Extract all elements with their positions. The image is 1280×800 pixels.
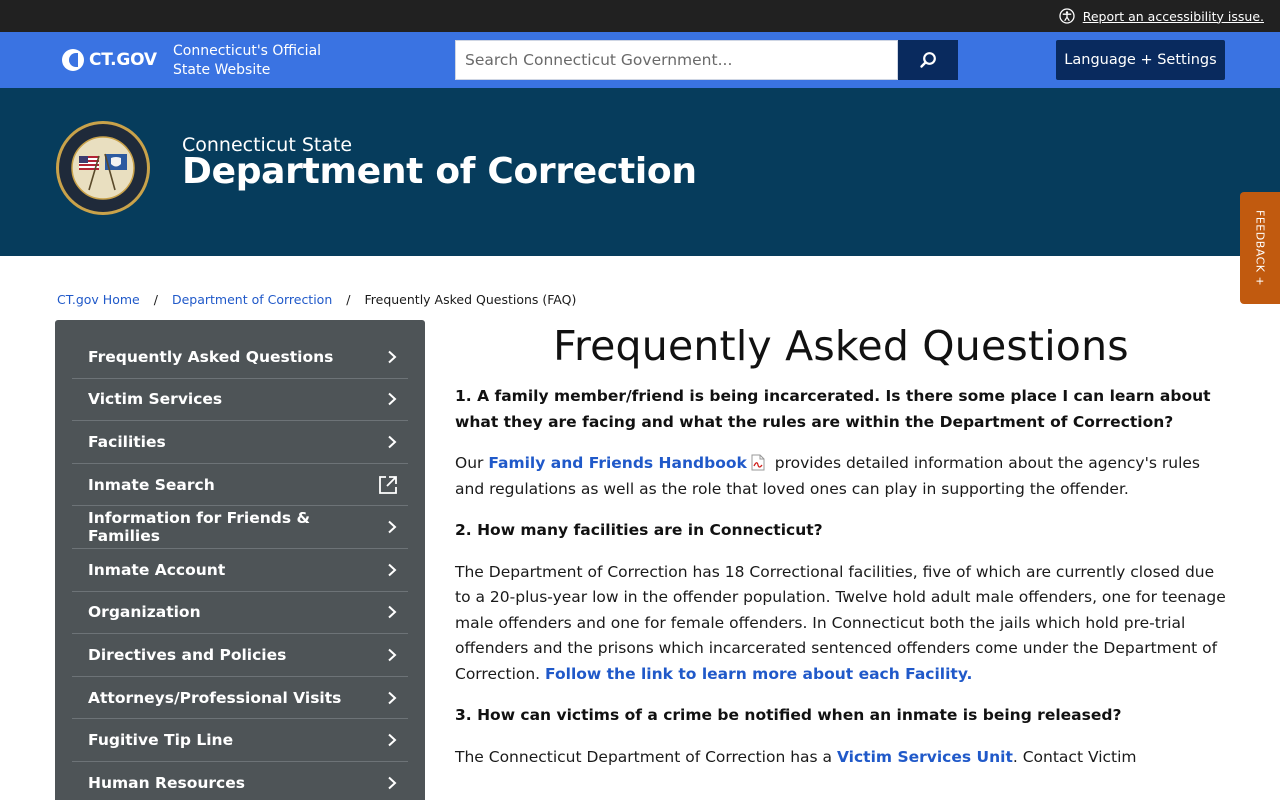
- answer-text: The Department of Correction has 18 Correctional facilities, five of which are currently closed due to a 20-plus-year low in the offender population. Twelve hold adult male offenders, one for teenage male offenders and one for female offenders. In Connecticut both the jails which hold pre-trial offenders and the prisons which incarcerated sentenced offenders come under the Department of Correction.: [455, 562, 1226, 683]
- ctgov-logo[interactable]: [62, 49, 157, 71]
- agency-title: Department of Correction: [182, 151, 697, 192]
- language-settings-button[interactable]: Language + Settings: [1056, 40, 1225, 80]
- sidebar-item-label: Fugitive Tip Line: [88, 731, 234, 750]
- faq-question-3: 3. How can victims of a crime be notified when an inmate is being released?: [455, 706, 1122, 724]
- feedback-label: FEEDBACK +: [1253, 209, 1267, 287]
- breadcrumb-agency[interactable]: Department of Correction: [171, 292, 333, 307]
- chevron-right-icon: [386, 776, 398, 790]
- family-friends-handbook-link[interactable]: Family and Friends Handbook: [488, 454, 747, 472]
- sidebar-item-label: Information for Friends & Families: [88, 509, 311, 546]
- main-content: [455, 322, 1227, 786]
- sidebar-item-inmate-search[interactable]: [72, 464, 408, 507]
- sidebar-item-label: Inmate Account: [88, 560, 226, 579]
- sidebar-item-facilities[interactable]: [72, 421, 408, 464]
- chevron-right-icon: [386, 648, 398, 662]
- facilities-link[interactable]: Follow the link to learn more about each Facility.: [545, 664, 973, 683]
- sidebar-item-label: Inmate Search: [88, 475, 215, 494]
- faq-answer-3: [455, 745, 1227, 771]
- pdf-icon: [750, 454, 766, 471]
- ctgov-tagline: [173, 42, 321, 80]
- page-title: Frequently Asked Questions: [553, 322, 1129, 370]
- sidebar-item-label: Directives and Policies: [88, 645, 287, 664]
- faq-question-1: 1. A family member/friend is being incarcerated. Is there some place I can learn about what they are facing and what the rules are within the Department of Correction?: [455, 387, 1211, 431]
- tagline-line-2: State Website: [173, 62, 271, 78]
- ctgov-bar: [0, 32, 1280, 88]
- chevron-right-icon: [386, 563, 398, 577]
- answer-text: The Connecticut Department of Correction has a: [455, 747, 837, 766]
- accessibility-link[interactable]: Report an accessibility issue.: [1082, 8, 1264, 24]
- breadcrumb-separator: /: [153, 292, 158, 307]
- faq-answer-1: [455, 451, 1227, 502]
- external-link-icon: [378, 475, 398, 495]
- sidebar-item-human-resources[interactable]: [72, 762, 408, 800]
- breadcrumb-current: Frequently Asked Questions (FAQ): [364, 292, 577, 307]
- sidebar-item-inmate-account[interactable]: [72, 549, 408, 592]
- utility-bar: [0, 0, 1280, 32]
- sidebar-item-label: Facilities: [88, 432, 166, 451]
- chevron-right-icon: [386, 435, 398, 449]
- sidebar-item-label: Attorneys/Professional Visits: [88, 688, 342, 707]
- chevron-right-icon: [386, 392, 398, 406]
- sidebar-item-label: Organization: [88, 603, 201, 622]
- chevron-right-icon: [386, 733, 398, 747]
- sidebar-nav: [55, 320, 425, 800]
- answer-text: provides detailed information about the agency's rules and regulations as well as the role that loved ones can play in supporting the offender.: [455, 454, 1200, 498]
- sidebar-item-label: Frequently Asked Questions: [88, 347, 334, 366]
- sidebar-item-organization[interactable]: [72, 592, 408, 635]
- search-button[interactable]: [898, 40, 958, 80]
- agency-header: [0, 88, 1280, 256]
- agency-pre-title: Connecticut State: [182, 134, 353, 156]
- chevron-right-icon: [386, 520, 398, 534]
- chevron-right-icon: [386, 691, 398, 705]
- breadcrumb-separator: /: [346, 292, 351, 307]
- ctgov-logo-text: CT.GOV: [89, 50, 157, 70]
- tagline-line-1: Connecticut's Official: [173, 43, 322, 59]
- answer-text: . Contact Victim: [1012, 747, 1137, 766]
- chevron-right-icon: [386, 605, 398, 619]
- feedback-tab[interactable]: [1240, 192, 1280, 304]
- answer-text: Our: [455, 454, 489, 472]
- sidebar-item-attorneys-visits[interactable]: [72, 677, 408, 720]
- agency-seal-icon[interactable]: [55, 120, 151, 216]
- sidebar-item-label: Human Resources: [88, 773, 245, 792]
- breadcrumb-home[interactable]: CT.gov Home: [57, 292, 140, 307]
- faq-answer-2: [455, 560, 1227, 688]
- breadcrumb: [57, 292, 576, 307]
- victim-services-unit-link[interactable]: Victim Services Unit: [836, 747, 1013, 766]
- chevron-right-icon: [386, 350, 398, 364]
- sidebar-item-faq[interactable]: [72, 336, 408, 379]
- accessibility-report[interactable]: [1059, 8, 1264, 24]
- sidebar-item-fugitive-tip-line[interactable]: [72, 719, 408, 762]
- sidebar-item-victim-services[interactable]: [72, 379, 408, 422]
- faq-question-2: 2. How many facilities are in Connecticut?: [455, 521, 823, 539]
- ctgov-logo-mark-icon: [62, 49, 84, 71]
- search-input[interactable]: [455, 40, 898, 80]
- search-icon: [919, 51, 937, 69]
- sidebar-item-directives-policies[interactable]: [72, 634, 408, 677]
- accessibility-icon: [1059, 8, 1075, 24]
- sidebar-item-label: Victim Services: [88, 390, 223, 409]
- sidebar-item-friends-families[interactable]: [72, 506, 408, 549]
